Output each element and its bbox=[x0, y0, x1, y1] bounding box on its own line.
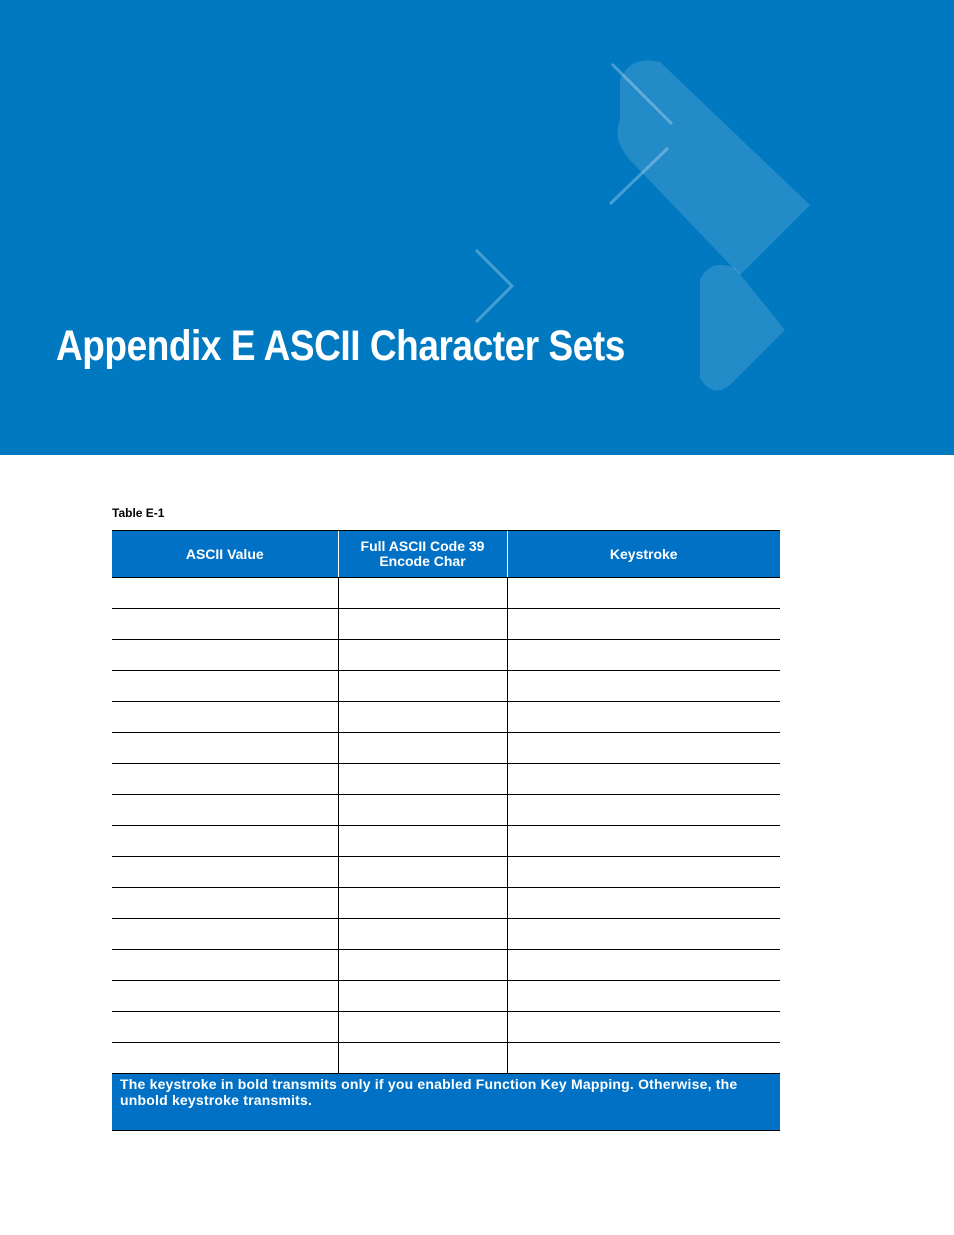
ascii-value-cell bbox=[112, 733, 338, 764]
table-row bbox=[112, 826, 780, 857]
keystroke-cell bbox=[507, 609, 780, 640]
ascii-value-cell bbox=[112, 671, 338, 702]
ascii-value-cell bbox=[112, 702, 338, 733]
code39-cell bbox=[338, 826, 507, 857]
code39-cell bbox=[338, 1043, 507, 1074]
table-row bbox=[112, 950, 780, 981]
ascii-value-cell bbox=[112, 950, 338, 981]
ascii-value-cell bbox=[112, 981, 338, 1012]
column-header-ascii-value: ASCII Value bbox=[112, 531, 338, 578]
keystroke-cell bbox=[507, 950, 780, 981]
ascii-table bbox=[112, 530, 780, 1131]
ascii-value-cell bbox=[112, 826, 338, 857]
code39-cell bbox=[338, 1012, 507, 1043]
ascii-value-cell bbox=[112, 640, 338, 671]
code39-cell bbox=[338, 640, 507, 671]
table-row bbox=[112, 764, 780, 795]
keystroke-cell bbox=[507, 702, 780, 733]
keystroke-cell bbox=[507, 919, 780, 950]
ascii-value-cell bbox=[112, 764, 338, 795]
ascii-value-cell bbox=[112, 919, 338, 950]
code39-cell bbox=[338, 733, 507, 764]
keystroke-cell bbox=[507, 764, 780, 795]
table-row bbox=[112, 671, 780, 702]
page-title: Appendix E ASCII Character Sets bbox=[56, 322, 625, 370]
table-row bbox=[112, 919, 780, 950]
keystroke-cell bbox=[507, 888, 780, 919]
column-header-code39-line1: Full ASCII Code 39 bbox=[360, 538, 485, 554]
column-header-keystroke: Keystroke bbox=[507, 531, 780, 578]
chevron-logo-icon bbox=[0, 0, 954, 455]
code39-cell bbox=[338, 702, 507, 733]
table-row bbox=[112, 888, 780, 919]
column-header-code39-line2: Encode Char bbox=[379, 553, 466, 569]
table-row bbox=[112, 640, 780, 671]
ascii-value-cell bbox=[112, 888, 338, 919]
keystroke-cell bbox=[507, 640, 780, 671]
code39-cell bbox=[338, 950, 507, 981]
keystroke-cell bbox=[507, 1012, 780, 1043]
table-row bbox=[112, 578, 780, 609]
code39-cell bbox=[338, 919, 507, 950]
keystroke-cell bbox=[507, 733, 780, 764]
table-row bbox=[112, 795, 780, 826]
table-row bbox=[112, 981, 780, 1012]
table-row bbox=[112, 702, 780, 733]
chapter-banner bbox=[0, 0, 954, 455]
ascii-value-cell bbox=[112, 578, 338, 609]
keystroke-cell bbox=[507, 578, 780, 609]
keystroke-cell bbox=[507, 671, 780, 702]
keystroke-cell bbox=[507, 857, 780, 888]
column-header-code39 bbox=[338, 531, 507, 578]
ascii-value-cell bbox=[112, 1012, 338, 1043]
table-row bbox=[112, 1043, 780, 1074]
table-footnote: The keystroke in bold transmits only if you enabled Function Key Mapping. Otherwise, the unbold keystroke transmits. bbox=[112, 1074, 780, 1131]
table-row bbox=[112, 609, 780, 640]
code39-cell bbox=[338, 671, 507, 702]
keystroke-cell bbox=[507, 1043, 780, 1074]
ascii-value-cell bbox=[112, 857, 338, 888]
code39-cell bbox=[338, 857, 507, 888]
table-row bbox=[112, 733, 780, 764]
keystroke-cell bbox=[507, 826, 780, 857]
table-header-row bbox=[112, 531, 780, 578]
table-caption: Table E-1 bbox=[112, 506, 165, 520]
code39-cell bbox=[338, 981, 507, 1012]
keystroke-cell bbox=[507, 981, 780, 1012]
ascii-value-cell bbox=[112, 609, 338, 640]
code39-cell bbox=[338, 888, 507, 919]
ascii-value-cell bbox=[112, 1043, 338, 1074]
table-row bbox=[112, 857, 780, 888]
code39-cell bbox=[338, 795, 507, 826]
code39-cell bbox=[338, 609, 507, 640]
code39-cell bbox=[338, 578, 507, 609]
table-footnote-row bbox=[112, 1074, 780, 1131]
keystroke-cell bbox=[507, 795, 780, 826]
table-row bbox=[112, 1012, 780, 1043]
ascii-value-cell bbox=[112, 795, 338, 826]
code39-cell bbox=[338, 764, 507, 795]
